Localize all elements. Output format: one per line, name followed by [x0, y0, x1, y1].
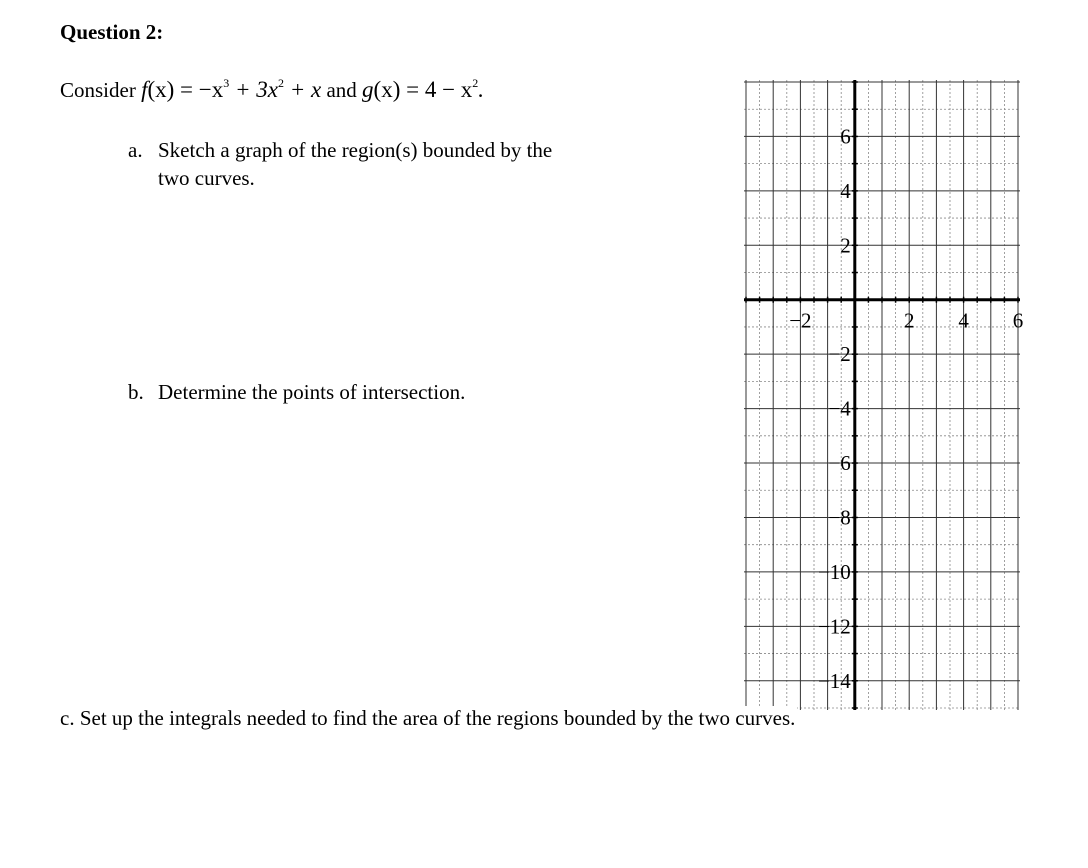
part-b-letter: b.	[128, 380, 144, 404]
part-c	[58, 706, 797, 731]
y-tick-label: −12	[817, 614, 851, 639]
problem-statement	[60, 76, 484, 103]
x-tick-label: 2	[903, 308, 915, 333]
coordinate-grid	[744, 80, 1024, 710]
part-a-letter: a.	[128, 138, 143, 162]
part-a-text-line2: two curves.	[158, 166, 255, 190]
f-definition: $f(x) = -x^3 + 3x^2 + x$	[141, 76, 322, 102]
y-tick-label: −10	[817, 559, 851, 584]
part-b	[128, 380, 465, 405]
grid-major-lines	[744, 80, 1020, 710]
y-tick-label: −14	[817, 668, 851, 693]
y-tick-label: −8	[828, 505, 851, 530]
y-tick-label: −6	[828, 451, 851, 476]
consider-lead: Consider	[60, 78, 136, 102]
and-word: and	[326, 78, 357, 102]
y-tick-label: −2	[828, 342, 851, 367]
y-tick-label: 6	[840, 124, 851, 149]
y-tick-label: 4	[840, 178, 851, 203]
part-c-letter: c.	[60, 706, 75, 730]
g-definition: $g(x) = 4 - x^2$.	[362, 76, 485, 102]
part-b-text: Determine the points of intersection.	[158, 380, 466, 404]
question-title: Question 2:	[60, 20, 164, 44]
x-tick-label: 6	[1012, 308, 1024, 333]
part-c-text: Set up the integrals needed to find the area of the regions bounded by the two curves.	[79, 706, 796, 730]
y-tick-label: 2	[840, 233, 851, 258]
x-tick-label: −2	[789, 308, 812, 333]
part-a	[128, 136, 552, 192]
x-tick-label: 4	[958, 308, 969, 333]
part-a-text-line1: Sketch a graph of the region(s) bounded by the	[158, 138, 553, 162]
y-tick-label: −4	[828, 396, 851, 421]
